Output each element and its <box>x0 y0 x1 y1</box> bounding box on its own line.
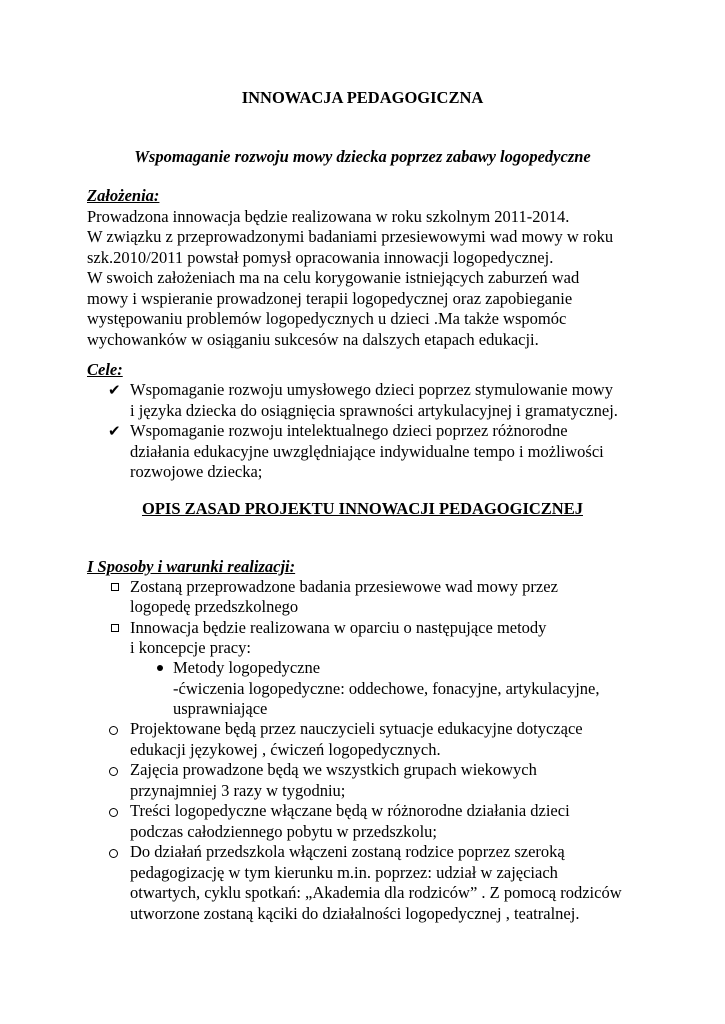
sub-item-line: usprawniające <box>173 699 268 718</box>
sub-item-label: Metody logopedyczne <box>173 658 321 677</box>
circle-item-line: pedagogizację w tym kierunku m.in. poprzez: udział w zajęciach <box>130 863 558 882</box>
document-title: INNOWACJA PEDAGOGICZNA <box>241 88 484 107</box>
circle-bullet-icon <box>109 849 118 858</box>
checkmark-icon: ✔ <box>108 381 121 399</box>
circle-bullet-icon <box>109 808 118 817</box>
assumptions-line: mowy i wspieranie prowadzonej terapii logopedycznej oraz zapobieganie <box>87 289 573 308</box>
square-bullet-icon <box>111 583 119 591</box>
sub-item-line: -ćwiczenia logopedyczne: oddechowe, fonacyjne, artykulacyjne, <box>173 679 600 698</box>
method-item-line: i koncepcje pracy: <box>130 638 251 657</box>
assumptions-line: występowaniu problemów logopedycznych u dzieci .Ma także wspomóc <box>87 309 567 328</box>
circle-bullet-icon <box>109 767 118 776</box>
goal-item-line: Wspomaganie rozwoju umysłowego dzieci poprzez stymulowanie mowy <box>130 380 613 399</box>
circle-item-line: przynajmniej 3 razy w tygodniu; <box>130 781 346 800</box>
checkmark-icon: ✔ <box>108 422 121 440</box>
assumptions-line: wychowanków w osiąganiu sukcesów na dalszych etapach edukacji. <box>87 330 539 349</box>
document-subtitle: Wspomaganie rozwoju mowy dziecka poprzez zabawy logopedyczne <box>134 147 591 166</box>
circle-item-line: utworzone zostaną kąciki do działalności logopedycznej , teatralnej. <box>130 904 580 923</box>
goal-item-line: i języka dziecka do osiągnięcia sprawności artykulacyjnej i gramatycznej. <box>130 401 618 420</box>
method-item-line: Innowacja będzie realizowana w oparciu o następujące metody <box>130 618 547 637</box>
assumptions-line: W swoich założeniach ma na celu korygowanie istniejących zaburzeń wad <box>87 268 580 287</box>
assumptions-line: Prowadzona innowacja będzie realizowana w roku szkolnym 2011-2014. <box>87 207 570 226</box>
circle-item-line: Projektowane będą przez nauczycieli sytuacje edukacyjne dotyczące <box>130 719 583 738</box>
circle-item-line: Do działań przedszkola włączeni zostaną rodzice poprzez szeroką <box>130 842 565 861</box>
section-title: OPIS ZASAD PROJEKTU INNOWACJI PEDAGOGICZNEJ <box>142 499 583 518</box>
assumptions-line: szk.2010/2011 powstał pomysł opracowania innowacji logopedycznej. <box>87 248 554 267</box>
goal-item-line: działania edukacyjne uwzględniające indywidualne tempo i możliwości <box>130 442 604 461</box>
circle-item-line: Zajęcia prowadzone będą we wszystkich grupach wiekowych <box>130 760 537 779</box>
circle-item-line: edukacji językowej , ćwiczeń logopedycznych. <box>130 740 441 759</box>
assumptions-line: W związku z przeprowadzonymi badaniami przesiewowymi wad mowy w roku <box>87 227 614 246</box>
assumptions-heading: Założenia: <box>87 186 160 205</box>
method-item-line: logopedę przedszkolnego <box>130 597 299 616</box>
goal-item-line: Wspomaganie rozwoju intelektualnego dzieci poprzez różnorodne <box>130 421 568 440</box>
circle-item-line: podczas całodziennego pobytu w przedszkolu; <box>130 822 437 841</box>
method-item-line: Zostaną przeprowadzone badania przesiewowe wad mowy przez <box>130 577 558 596</box>
methods-heading: I Sposoby i warunki realizacji: <box>87 557 296 576</box>
square-bullet-icon <box>111 624 119 632</box>
goal-item-line: rozwojowe dziecka; <box>130 462 263 481</box>
goals-heading: Cele: <box>87 360 123 379</box>
bullet-dot-icon <box>157 665 163 671</box>
circle-item-line: otwartych, cyklu spotkań: „Akademia dla rodziców” . Z pomocą rodziców <box>130 883 622 902</box>
circle-item-line: Treści logopedyczne włączane będą w różnorodne działania dzieci <box>130 801 570 820</box>
circle-bullet-icon <box>109 726 118 735</box>
